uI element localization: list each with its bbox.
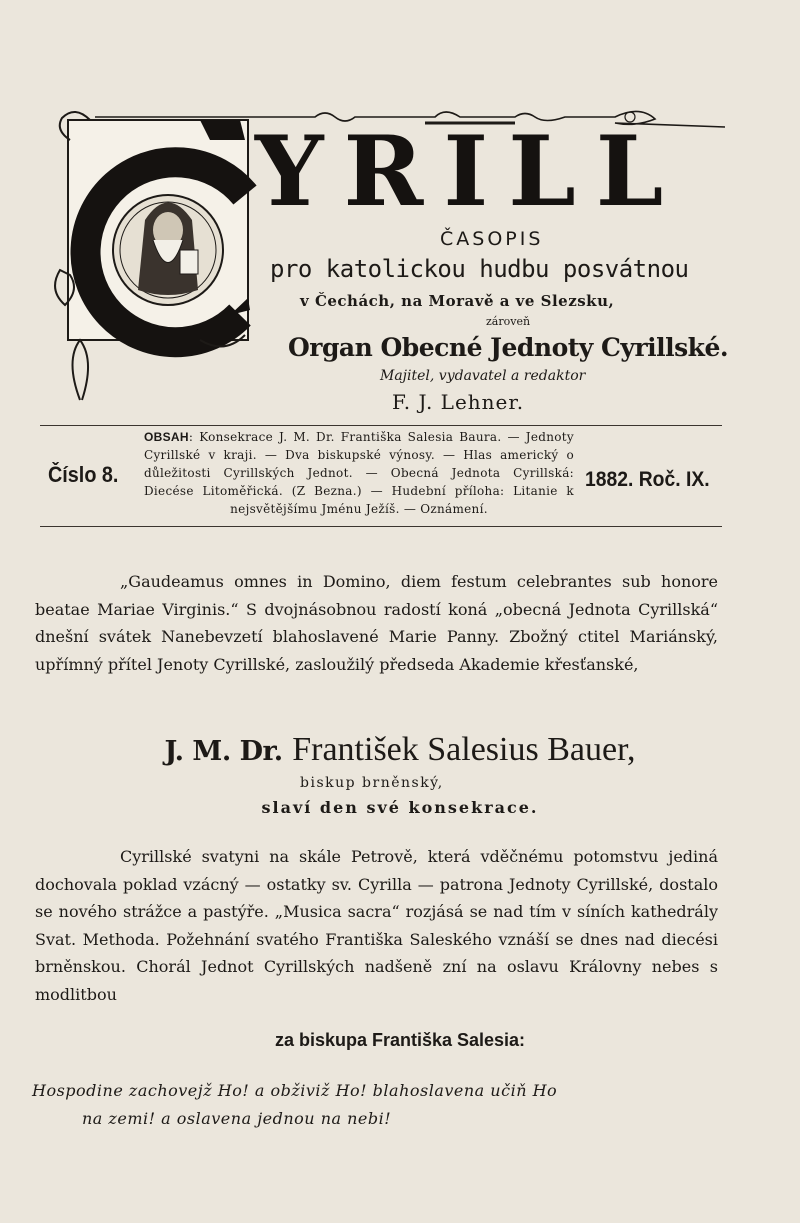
paragraph-main: Cyrillské svatyni na skále Petrově, která vděčnému potomstvu jediná dochovala poklad vzácný — ostatky sv. Cyrilla — patrona Jednoty Cyrillské, dostalo se nového strážce a pastýře. „Musica sacra“ rozjásá se nad tím v síních kathedrály Svat. Methoda. Požehnání svatého Františka Saleského vznáší se dnes nad diecési brněnskou. Chorál Jednot Cyrillských nadšeně zní na oslavu Královny nebes s modlitbou [35, 847, 718, 1004]
contents-label: OBSAH [144, 430, 189, 444]
contents-text: : Konsekrace J. M. Dr. Františka Salesia Baura. — Jednoty Cyrillské v kraji. — Dva biskupské výnosy. — Hlas americký o důležitosti Cyrillských Jednot. — Obecná Jednota Cyrillská: Diecése Litoměřická. (Z Bezna.) — Hudební příloha: Litanie k nejsvětějšímu Jménu Ježíš. — Oznámení. [144, 430, 574, 516]
paragraph-intro: „Gaudeamus omnes in Domino, diem festum celebrantes sub honore beatae Mariae Virginis.“ S dvojnásobnou radostí koná „obecná Jednota Cyrillská“ dnešní svátek Nanebevzetí blahoslavené Marie Panny. Zbožný ctitel Mariánský, upřímný přítel Jenoty Cyrillské, zasloužilý předseda Akademie křesťanské, [35, 572, 718, 674]
prayer-heading: za biskupa Františka Salesia: [274, 1030, 526, 1050]
masthead-zaroven: zároveň [486, 315, 531, 328]
issue-number: Číslo 8. [48, 462, 119, 487]
masthead-region: v Čechách, na Moravě a ve Slezsku, [300, 292, 615, 310]
prayer-line-2: na zemi! a oslavena jednou na nebi! [82, 1109, 392, 1128]
bishop-prefix: J. M. Dr. [164, 736, 283, 767]
masthead-owner-label: Majitel, vydavatel a redaktor [380, 368, 586, 384]
bishop-heading [0, 730, 800, 772]
prayer-line-1: Hospodine zachovejž Ho! a obživiž Ho! blahoslavena učiň Ho [32, 1081, 558, 1100]
masthead-organ: Organ Obecné Jednoty Cyrillské. [288, 333, 729, 362]
table-of-contents [144, 428, 574, 518]
issue-year-volume: 1882. Roč. IX. [585, 468, 710, 491]
masthead-casopis: ČASOPIS [440, 228, 544, 250]
bishop-title: biskup brněnský, [300, 775, 444, 791]
bishop-celebration: slaví den své konsekrace. [261, 798, 539, 817]
bishop-name: František Salesius Bauer, [292, 731, 636, 768]
masthead-subtitle-music: pro katolickou hudbu posvátnou [270, 255, 689, 283]
prayer-text [32, 1077, 722, 1133]
masthead-owner-name: F. J. Lehner. [392, 390, 525, 414]
top-divider [40, 425, 722, 426]
bottom-divider [40, 526, 722, 527]
initial-c-saint-portrait-icon [50, 100, 265, 410]
masthead-title: YRILL [255, 115, 684, 228]
